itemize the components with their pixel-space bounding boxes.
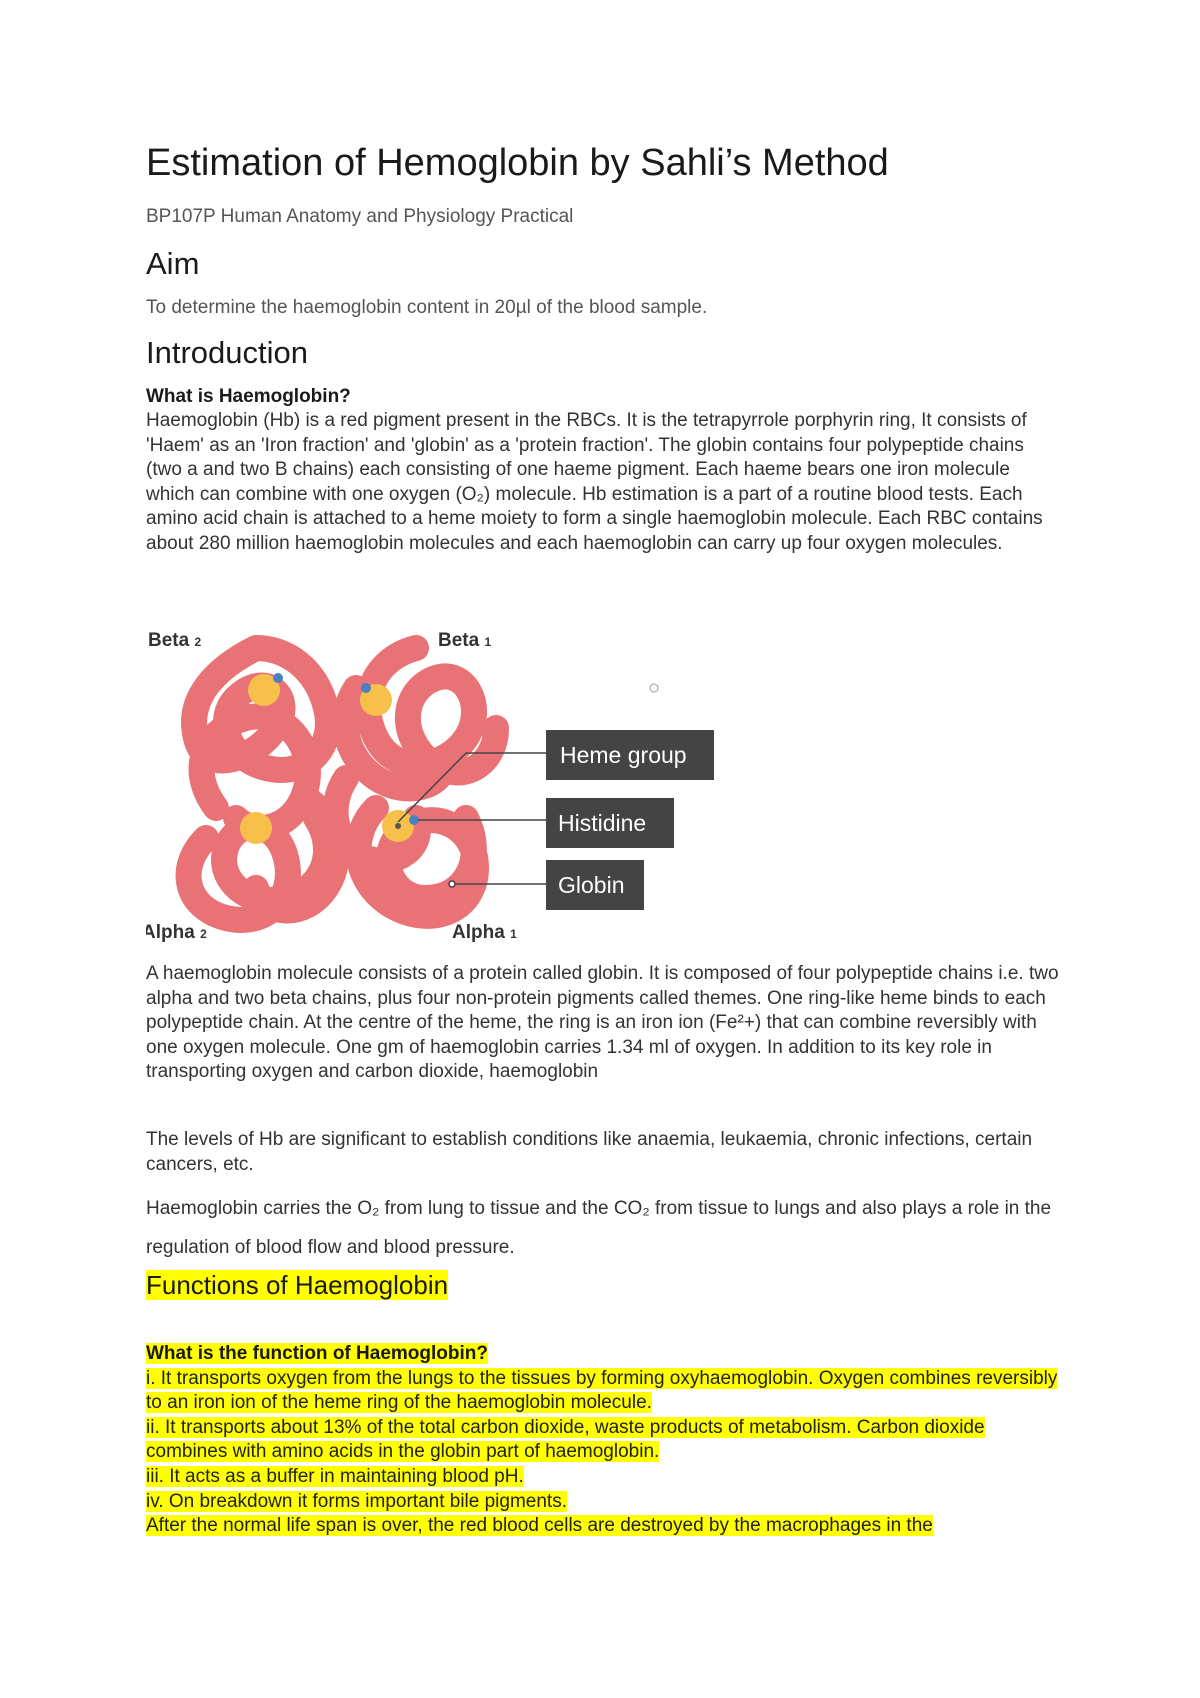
small-ring-icon [650, 684, 658, 692]
histidine-label: Histidine [558, 810, 647, 836]
function-item: ii. It transports about 13% of the total carbon dioxide, waste products of metabolism. Carbon dioxide combines with amino acids in the globin part of haemoglobin. [146, 1416, 985, 1463]
functions-list [146, 1342, 1066, 1539]
beta1-label: Beta [438, 630, 480, 651]
functions-question: What is the function of Haemoglobin? [146, 1343, 488, 1364]
function-item: i. It transports oxygen from the lungs to the tissues by forming oxyhaemoglobin. Oxygen combines reversibly to an iron ion of the heme ring of the haemoglobin molecule. [146, 1367, 1058, 1414]
what-is-haemoglobin-heading: What is Haemoglobin? [146, 386, 351, 407]
aim-heading: Aim [146, 246, 200, 281]
beta2-subscript: 2 [194, 635, 202, 649]
beta1-subscript: 1 [484, 635, 492, 649]
function-item: After the normal life span is over, the red blood cells are destroyed by the macrophages in the [146, 1515, 933, 1537]
paragraph-4: Haemoglobin carries the O₂ from lung to tissue and the CO₂ from tissue to lungs and also plays a role in the regulation of blood flow and blood pressure. [146, 1198, 1052, 1258]
alpha2-subscript: 2 [200, 927, 207, 941]
alpha1-subscript: 1 [510, 927, 517, 941]
introduction-heading: Introduction [146, 335, 308, 370]
hemoglobin-diagram-svg [146, 608, 786, 948]
heme-group-label: Heme group [560, 742, 687, 768]
globin-chains [189, 648, 496, 920]
aim-text: To determine the haemoglobin content in 20µl of the blood sample. [146, 297, 708, 318]
functions-heading-text: Functions of Haemoglobin [146, 1270, 449, 1300]
document-subtitle: BP107P Human Anatomy and Physiology Practical [146, 206, 574, 227]
function-item: iii. It acts as a buffer in maintaining blood pH. [146, 1465, 524, 1487]
intro-paragraph: Haemoglobin (Hb) is a red pigment present in the RBCs. It is the tetrapyrrole porphyrin ring, It consists of 'Haem' as an 'Iron fraction' and 'globin' as a 'protein fraction'. The globin contains four polypeptide chains (two a and two B chains) each consisting of one haeme pigment. Each haeme bears one iron molecule which can combine with one oxygen (O₂) molecule. Hb estimation is a part of a routine blood tests. Each amino acid chain is attached to a heme moiety to form a single haemoglobin molecule. Each RBC contains about 280 million haemoglobin molecules and each haemoglobin can carry up four oxygen molecules. [146, 410, 1043, 554]
histidine-icon [361, 683, 371, 693]
heme-icon [240, 812, 272, 844]
histidine-icon [409, 815, 419, 825]
svg-text:Alpha 1 [452, 922, 517, 943]
paragraph-2: A haemoglobin molecule consists of a protein called globin. It is composed of four polypeptide chains i.e. two alpha and two beta chains, plus four non-protein pigments called themes. One ring-like heme binds to each polypeptide chain. At the centre of the heme, the ring is an iron ion (Fe²+) that can combine reversibly with one oxygen molecule. One gm of haemoglobin carries 1.34 ml of oxygen. In addition to its key role in transporting oxygen and carbon dioxide, haemoglobin [146, 963, 1059, 1083]
alpha1-label: Alpha [452, 922, 505, 943]
histidine-icon [273, 673, 283, 683]
document-title: Estimation of Hemoglobin by Sahli’s Method [146, 142, 889, 184]
functions-heading [146, 1270, 448, 1301]
alpha2-label: Alpha [146, 922, 195, 943]
beta2-label: Beta [148, 630, 190, 651]
svg-text:Beta 1 [438, 630, 491, 651]
paragraph-3: The levels of Hb are significant to establish conditions like anaemia, leukaemia, chronic infections, certain cancers, etc. [146, 1129, 1033, 1175]
function-item: iv. On breakdown it forms important bile pigments. [146, 1490, 567, 1512]
hemoglobin-diagram [146, 608, 786, 948]
svg-text:Alpha 2 [146, 922, 207, 943]
iron-dot [395, 823, 401, 829]
globin-label: Globin [558, 872, 625, 898]
svg-text:Beta 2 [148, 630, 201, 651]
